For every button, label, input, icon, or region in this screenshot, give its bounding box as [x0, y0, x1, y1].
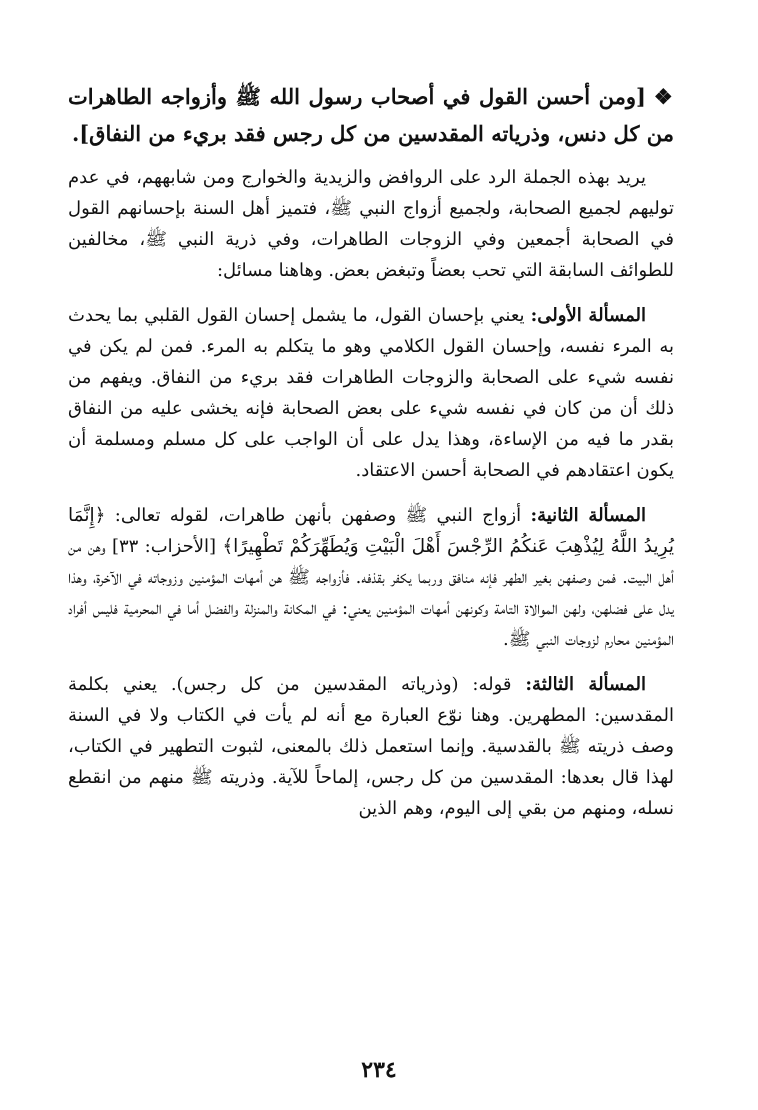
issue-1-paragraph — [68, 300, 674, 486]
section-heading — [68, 78, 674, 152]
issue-1-text: يعني بإحسان القول، ما يشمل إحسان القول القلبي بما يحدث به المرء نفسه، وإحسان القول الكلامي وهو ما يتكلم به المرء. فمن لم يكن في نفسه شيء على الصحابة والزوجات الطاهرات فقد بريء من النفاق. ويفهم من ذلك أن من كان في نفسه شيء على بعض الصحابة فإنه يخشى عليه من النفاق بقدر ما فيه من الإساءة، وهذا يدل على أن الواجب على كل مسلم ومسلمة أن يكون اعتقادهم في الصحابة أحسن الاعتقاد. — [68, 305, 674, 481]
intro-paragraph: يريد بهذه الجملة الرد على الروافض والزيدية والخوارج ومن شابههم، في عدم توليهم لجميع الصحابة، ولجميع أزواج النبي ﷺ، فتميز أهل السنة بإحسانهم القول في الصحابة أجمعين وفي الزوجات الطاهرات، وفي ذرية النبي ﷺ، مخالفين للطوائف السابقة التي تحب بعضاً وتبغض بعض. وهاهنا مسائل: — [68, 167, 674, 281]
issue-2-text-before: أزواج النبي ﷺ وصفهن بأنهن طاهرات، لقوله تعالى: — [105, 505, 531, 526]
quran-verse: ﴿إِنَّمَا يُرِيدُ اللَّهُ لِيُذْهِبَ عَنكُمُ الرِّجْسَ أَهْلَ الْبَيْتِ وَيُطَهِّرَكُمْ تَطْهِيرًا﴾ — [68, 505, 675, 557]
issue-2-title: المسألة الثانية: — [530, 505, 646, 526]
issue-1-title: المسألة الأولى: — [530, 305, 646, 326]
issue-3-title: المسألة الثالثة: — [525, 674, 646, 695]
issue-2-paragraph — [68, 500, 674, 655]
issue-3-paragraph — [68, 669, 674, 824]
heading-text: [ومن أحسن القول في أصحاب رسول الله ﷺ وأزواجه الطاهرات من كل دنس، وذرياته المقدسين من كل رجس فقد بريء من النفاق]. — [68, 84, 674, 146]
issue-3-text: قوله: (وذرياته المقدسين من كل رجس). يعني بكلمة المقدسين: المطهرين. وهنا نوّع العبارة مع أنه لم يأت في الكتاب ولا في السنة وصف ذريته ﷺ بالقدسية. وإنما استعمل ذلك بالمعنى، لثبوت التطهير في الكتاب، لهذا قال بعدها: المقدسين من كل رجس، إلماحاً للآية. وذريته ﷺ منهم من انقطع نسله، ومنهم من بقي إلى اليوم، وهم الذين — [68, 674, 674, 819]
page-number: ٢٣٤ — [361, 1057, 397, 1083]
diamond-bullet-icon: ❖ — [653, 84, 674, 109]
issue-2-text-after: [الأحزاب: ٣٣] وهن من أهل البيت. فمن وصفهن بغير الطهر فإنه منافق وربما يكفر بقذفه. فأزواجه ﷺ هن أمهات المؤمنين وزوجاته في الآخرة، وهذا يدل على فضلهن، ولهن الموالاة التامة وكونهن أمهات المؤمنين يعني: في المكانة والمنزلة والفضل أما في المحرمية فليس أفراد المؤمنين محارم لزوجات النبي ﷺ. — [68, 536, 674, 650]
